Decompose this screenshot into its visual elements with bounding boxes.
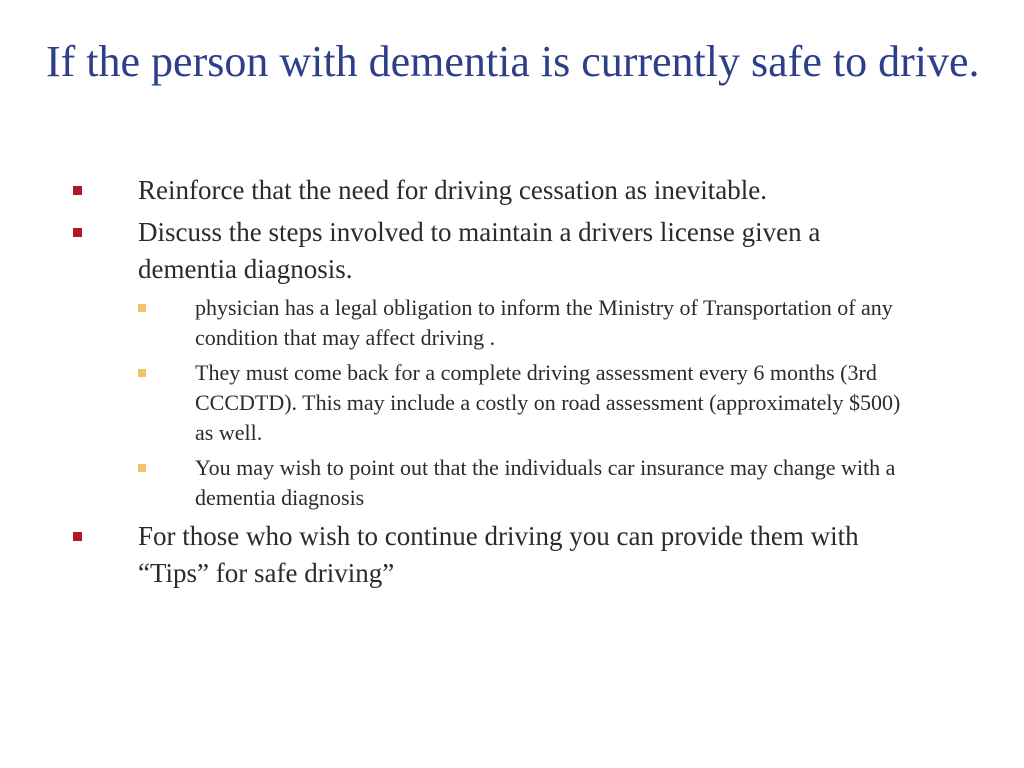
square-bullet-icon — [73, 186, 82, 195]
bullet-text: Discuss the steps involved to maintain a drivers license given a dementia diagnosis. — [138, 217, 821, 284]
square-bullet-icon — [73, 228, 82, 237]
sub-bullet-text: You may wish to point out that the individuals car insurance may change with a dementia diagnosis — [195, 455, 896, 510]
bullet-text: Reinforce that the need for driving cessation as inevitable. — [138, 175, 768, 205]
bullet-item — [0, 172, 908, 209]
sub-bullet-item — [0, 358, 915, 448]
square-sub-bullet-icon — [138, 369, 146, 377]
sub-bullet-item — [0, 453, 915, 513]
bullet-item — [0, 518, 908, 592]
square-sub-bullet-icon — [138, 304, 146, 312]
slide-title: If the person with dementia is currently safe to drive. — [46, 37, 980, 86]
sub-bullet-text: They must come back for a complete driving assessment every 6 months (3rd CCCDTD). This may include a costly on road assessment (approximately $500) as well. — [195, 360, 901, 445]
sub-bullet-item — [0, 293, 915, 353]
sub-bullet-text: physician has a legal obligation to inform the Ministry of Transportation of any condition that may affect driving . — [195, 295, 893, 350]
bullet-text: For those who wish to continue driving you can provide them with “Tips” for safe driving” — [138, 521, 859, 588]
slide-body — [0, 172, 1024, 597]
square-bullet-icon — [73, 532, 82, 541]
square-sub-bullet-icon — [138, 464, 146, 472]
bullet-item — [0, 214, 908, 288]
